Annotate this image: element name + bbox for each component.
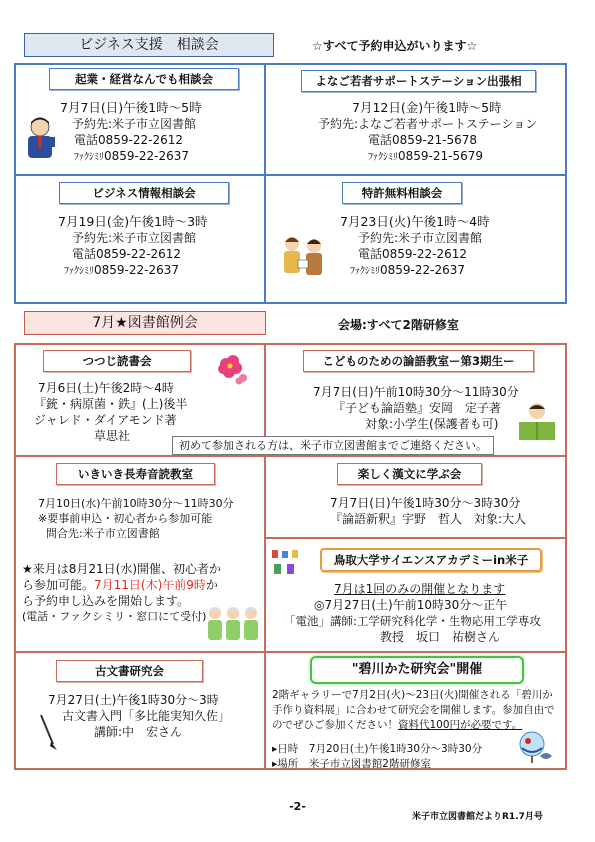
business-grid-hdivider bbox=[14, 174, 567, 176]
consult-startup-details: 7月7日(日)午後1時～5時 予約先:米子市立図書館 電話0859-22-2612 ﾌｧｸｼﾐﾘ0859-22-2637 bbox=[60, 100, 202, 163]
consult-bizinfo-details: 7月19日(金)午後1時～3時 予約先:米子市立図書館 電話0859-22-2612 ﾌｧｸｼﾐﾘ0859-22-2637 bbox=[58, 214, 208, 277]
library-grid-hdivider-1 bbox=[14, 455, 567, 457]
newsletter-source: 米子市立図書館だよりR1.7月号 bbox=[412, 812, 543, 822]
consult-bizinfo-heading: ビジネス情報相談会 bbox=[59, 182, 229, 204]
consult-youth-details: 7月12日(金)午後1時～5時 予約先:よなご若者サポートステーション 電話0859-21-5678 ﾌｧｸｼﾐﾘ0859-21-5679 bbox=[318, 100, 538, 163]
ondoku-heading: いきいき長寿音読教室 bbox=[56, 463, 215, 485]
library-grid-vdivider bbox=[264, 343, 266, 770]
consult-patent-details: 7月23日(火)午後1時～4時 予約先:米子市立図書館 電話0859-22-2612 ﾌｧｸｼﾐﾘ0859-22-2637 bbox=[340, 214, 490, 277]
businessman-illustration bbox=[20, 115, 60, 163]
kanbun-heading: 楽しく漢文に学ぶ会 bbox=[337, 463, 482, 485]
midorikawa-heading: "碧川かた研究会"開催 bbox=[310, 656, 524, 684]
business-section-title: ビジネス支援 相談会 bbox=[24, 33, 274, 57]
kanbun-details: 7月7日(日)午後1時30分～3時30分 『論語新釈』宇野 哲人 対象:大人 bbox=[330, 496, 527, 526]
brush-icon bbox=[38, 712, 58, 752]
science-details: 7月は1回のみの開催となります ◎7月27日(土)午前10時30分～正午 「電池」講師:工学研究科化学・生物応用工学専攻 教授 坂口 祐樹さん bbox=[284, 582, 541, 644]
tsutsuji-heading: つつじ読書会 bbox=[43, 350, 191, 372]
child-reading-illustration bbox=[516, 400, 558, 444]
elderly-group-illustration bbox=[206, 604, 260, 644]
ondoku-next-month: ★来月は8月21日(水)開催、初心者か ら参加可能。7月11日(木)午前9時か ら予約申し込みを開始します。 (電話・ファクシミリ・窓口にて受付) bbox=[22, 562, 222, 623]
page-number: -2- bbox=[289, 800, 306, 813]
consultation-people-illustration bbox=[278, 234, 328, 280]
fan-illustration bbox=[508, 730, 556, 764]
library-section-title: 7月★図書館例会 bbox=[24, 311, 266, 335]
consult-patent-heading: 特許無料相談会 bbox=[342, 182, 462, 204]
consult-startup-heading: 起業・経営なんでも相談会 bbox=[49, 68, 239, 90]
ronri-heading: こどものための論語教室ー第3期生ー bbox=[303, 350, 534, 372]
library-grid-hdivider-3 bbox=[14, 651, 567, 653]
azalea-flower-icon bbox=[214, 352, 250, 386]
ondoku-details: 7月10日(水)午前10時30分～11時30分 ※要事前申込・初心者から参加可能 問合先:米子市立図書館 bbox=[38, 497, 234, 540]
science-icons bbox=[270, 548, 302, 578]
consult-youth-heading: よなご若者サポートステーション出張相 bbox=[301, 70, 536, 92]
venue-notice: 会場:すべて2階研修室 bbox=[338, 318, 459, 332]
midorikawa-details: 2階ギャラリーで7月2日(火)～23日(火)開催される「碧川か 手作り資料展」に合わせて研究会を開催します。参加自由で のでぜひご参加ください！資料代100円が必要です。 ▸日時 7月20日(土)午後1時30分～3時30分 ▸場所 米子市立図書館2階研修室 bbox=[272, 689, 555, 770]
ronri-details: 7月7日(日)午前10時30分～11時30分 『子ども論語塾』安岡 定子著 対象:小学生(保護者も可) bbox=[313, 385, 519, 431]
tsutsuji-details: 7月6日(土)午後2時～4時 『銃・病原菌・鉄』(上)後半 ジャレド・ダイアモンド著 草思社 bbox=[34, 381, 188, 443]
library-grid-hdivider-2 bbox=[264, 537, 567, 539]
first-time-note: 初めて参加される方は、米子市立図書館までご連絡ください。 bbox=[172, 436, 494, 455]
reservation-notice: ☆すべて予約申込がいります☆ bbox=[312, 39, 478, 53]
komonjo-heading: 古文書研究会 bbox=[56, 660, 203, 682]
business-grid-vdivider bbox=[264, 63, 266, 303]
science-heading: 鳥取大学サイエンスアカデミーin米子 bbox=[320, 548, 542, 572]
komonjo-details: 7月27日(土)午後1時30分～3時 古文書入門「多比能実知久佐」 講師:中 宏さん bbox=[48, 693, 231, 739]
